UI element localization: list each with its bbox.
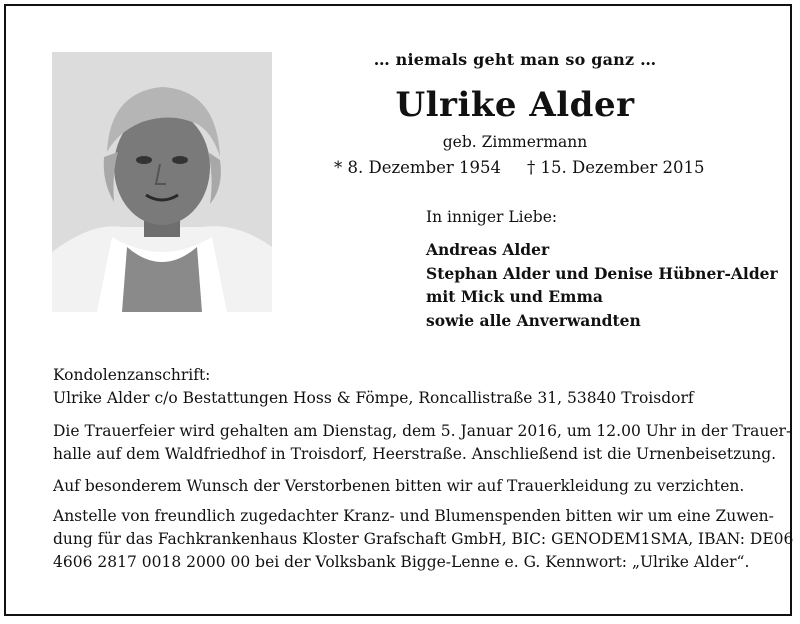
paragraph-line: 4606 2817 0018 2000 00 bei der Volksbank Bigge-Lenne e. G. Kennwort: „Ulrike Alder“. — [53, 553, 750, 571]
paragraph-line: dung für das Fachkrankenhaus Kloster Grafschaft GmbH, BIC: GENODEM1SMA, IBAN: DE06 — [53, 530, 794, 548]
condolence-block — [53, 364, 694, 410]
portrait-photo — [52, 52, 272, 312]
motto: … niemals geht man so ganz … — [373, 50, 657, 69]
mourner-name: Stephan Alder und Denise Hübner-Alder — [426, 263, 778, 283]
paragraph-line: Die Trauerfeier wird gehalten am Dienstag, dem 5. Januar 2016, um 12.00 Uhr in der Trauer- — [53, 422, 792, 440]
funeral-paragraph — [53, 420, 792, 466]
mourner-name: Andreas Alder — [426, 240, 550, 259]
deceased-name: Ulrike Alder — [395, 85, 635, 125]
clothing-paragraph — [53, 475, 748, 498]
mourners-intro: In inniger Liebe: — [426, 208, 558, 226]
mourner-name: sowie alle Anverwandten — [426, 310, 641, 330]
death-date: † 15. Dezember 2015 — [527, 158, 705, 177]
paragraph-line: halle auf dem Waldfriedhof in Troisdorf, Heerstraße. Anschließend ist die Urnenbeisetzung. — [53, 445, 777, 463]
paragraph-line: Anstelle von freundlich zugedachter Kranz- und Blumenspenden bitten wir um eine Zuwen- — [53, 507, 774, 525]
mourners-list — [426, 238, 778, 332]
condolence-label: Kondolenzanschrift: — [53, 366, 211, 384]
donation-paragraph — [53, 505, 794, 574]
condolence-address: Ulrike Alder c/o Bestattungen Hoss & Fömpe, Roncallistraße 31, 53840 Troisdorf — [53, 389, 694, 407]
birth-date: * 8. Dezember 1954 — [334, 158, 502, 177]
mourner-name: mit Mick und Emma — [426, 287, 603, 306]
maiden-name: geb. Zimmermann — [442, 133, 588, 151]
paragraph-line: Auf besonderem Wunsch der Verstorbenen bitten wir auf Trauerkleidung zu verzichten. — [53, 477, 745, 495]
